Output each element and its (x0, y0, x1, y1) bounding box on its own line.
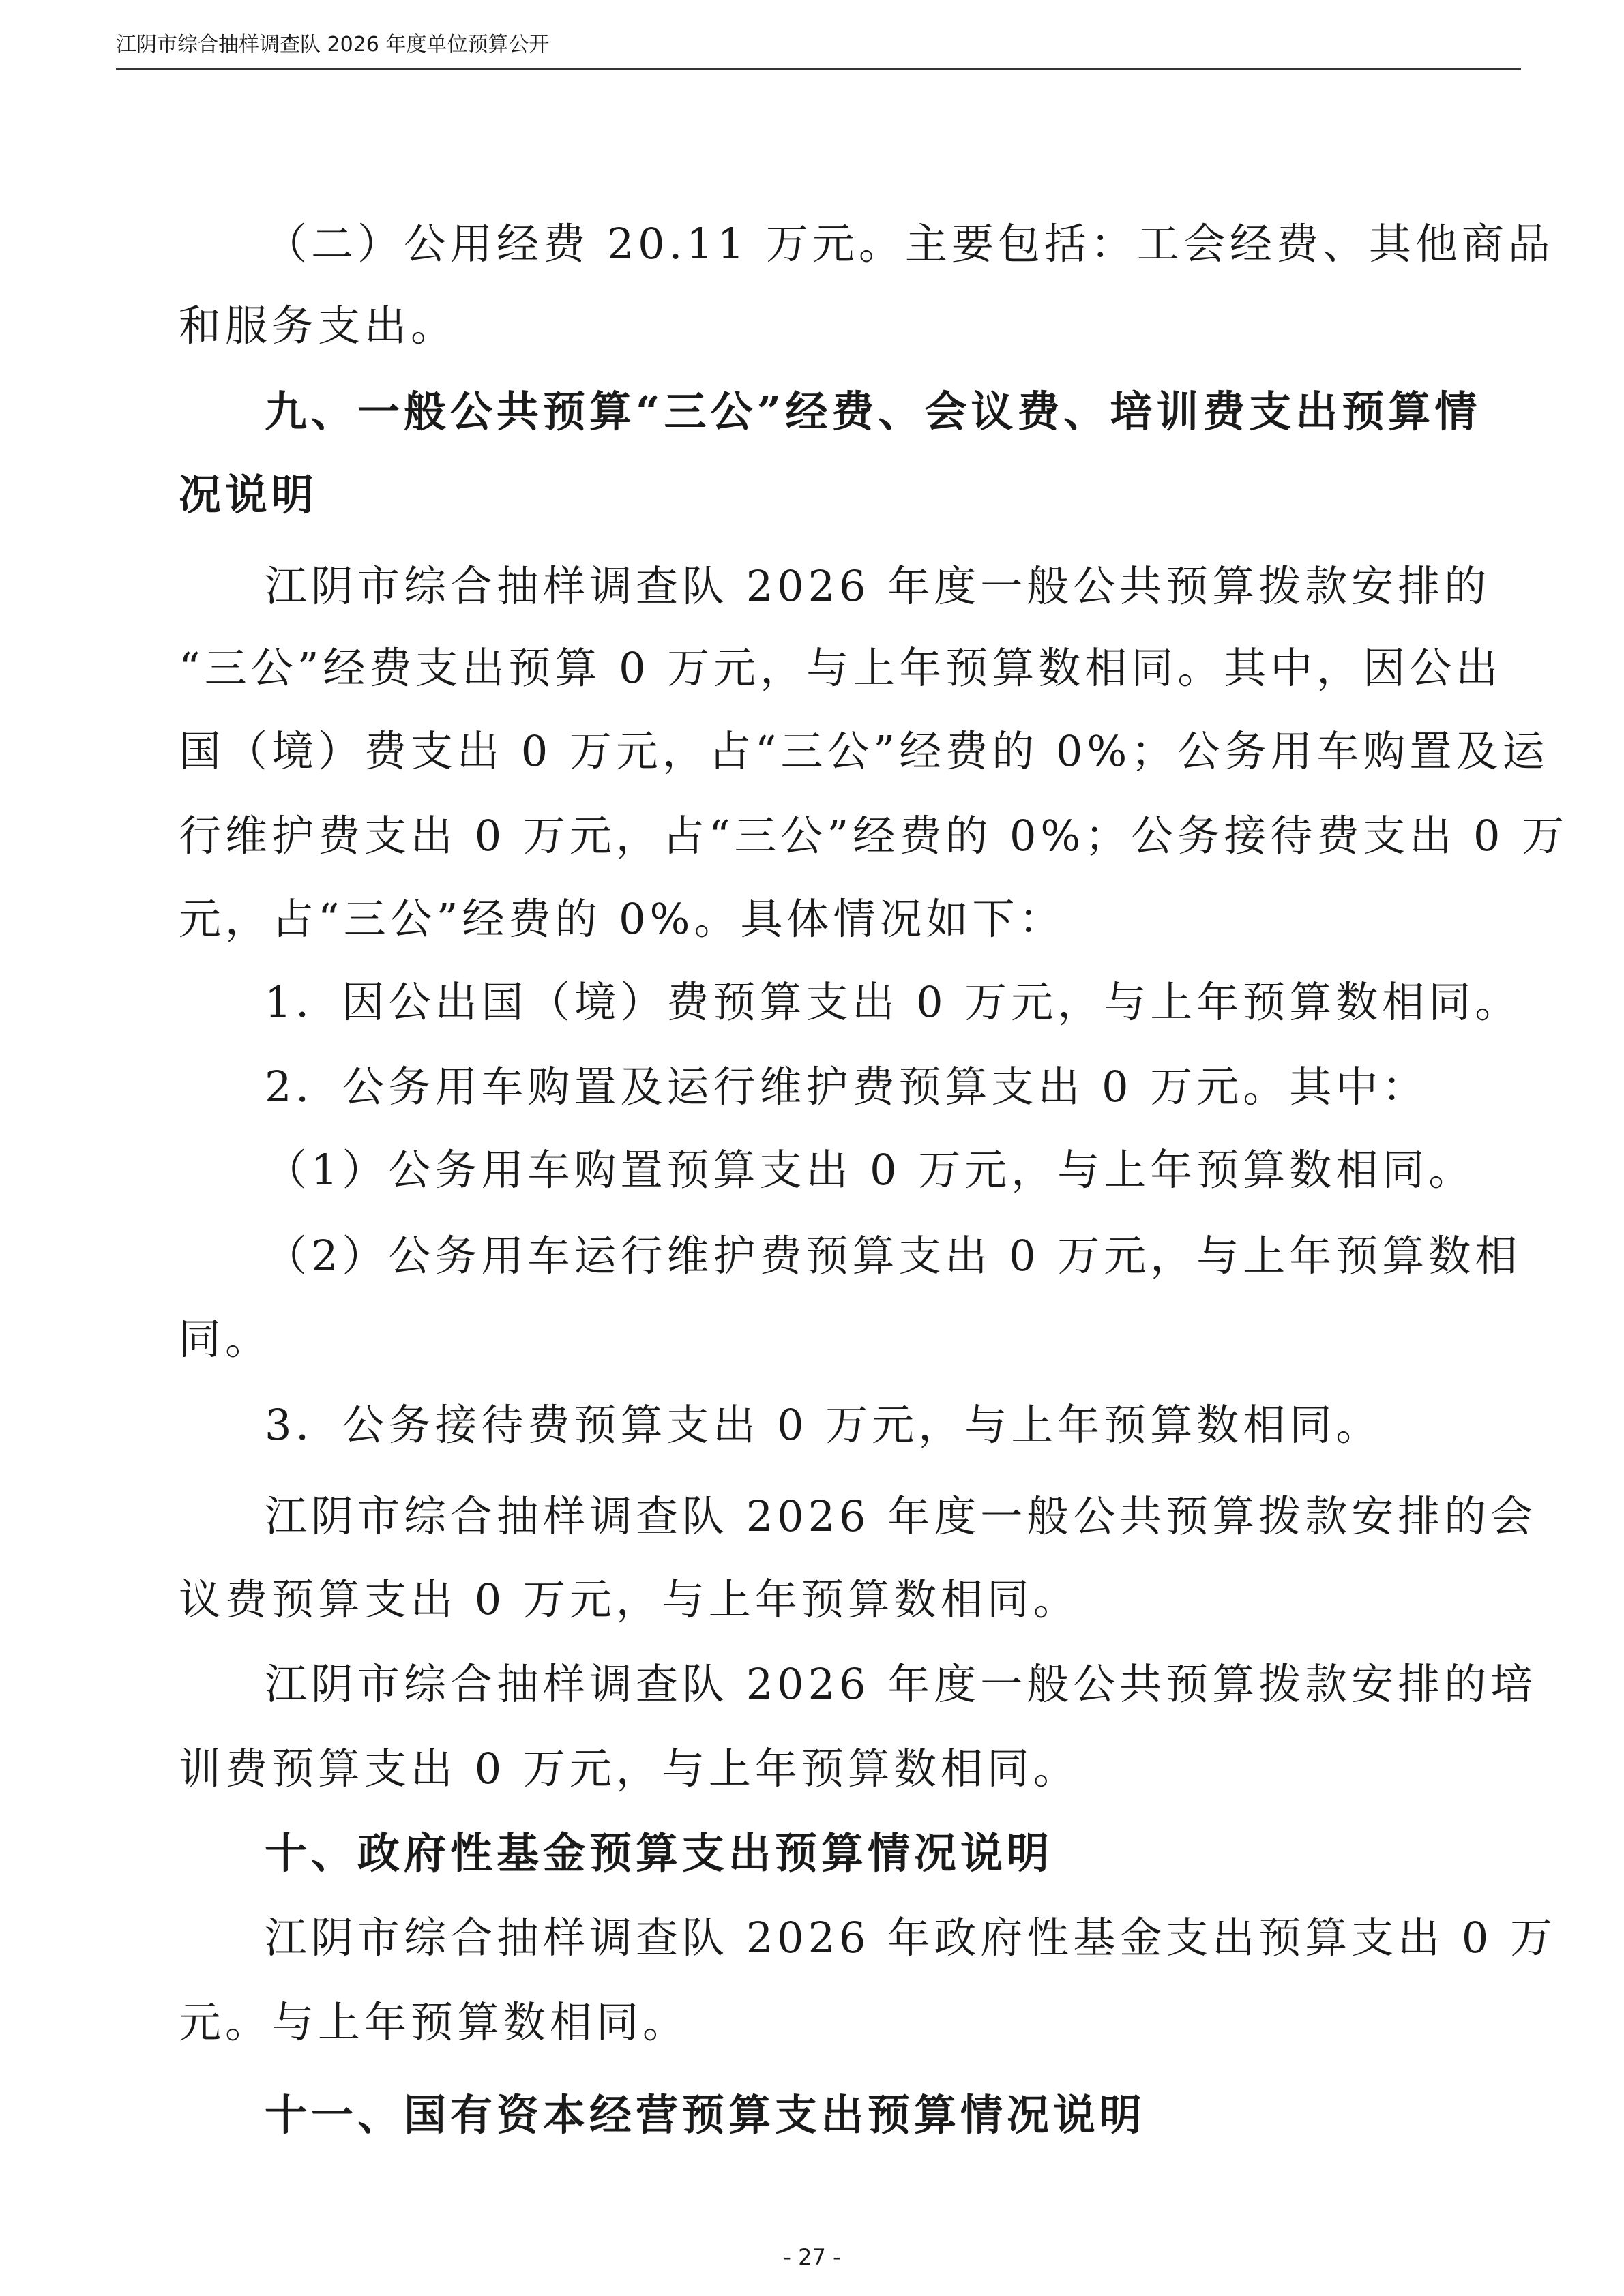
page-header (116, 30, 1521, 70)
paragraph-line: 和服务支出。 (179, 301, 458, 351)
paragraph-line: 江阴市综合抽样调查队 2026 年度一般公共预算拨款安排的会 (265, 1491, 1537, 1541)
list-item: 同。 (179, 1314, 272, 1364)
list-item: 3．公务接待费预算支出 0 万元，与上年预算数相同。 (265, 1400, 1383, 1450)
paragraph-line: 议费预算支出 0 万元，与上年预算数相同。 (179, 1575, 1080, 1624)
section-heading: 九、一般公共预算“三公”经费、会议费、培训费支出预算情 (265, 387, 1481, 436)
paragraph-line: 江阴市综合抽样调查队 2026 年度一般公共预算拨款安排的 (265, 561, 1491, 611)
page-number: - 27 - (783, 2244, 841, 2270)
paragraph-line: 国（境）费支出 0 万元，占“三公”经费的 0%；公务用车购置及运 (179, 726, 1549, 776)
list-item: 1．因公出国（境）费预算支出 0 万元，与上年预算数相同。 (265, 977, 1522, 1027)
paragraph-line: “三公”经费支出预算 0 万元，与上年预算数相同。其中，因公出 (179, 643, 1503, 693)
list-item: （2）公务用车运行维护费预算支出 0 万元，与上年预算数相 (265, 1231, 1522, 1281)
paragraph-line: 江阴市综合抽样调查队 2026 年政府性基金支出预算支出 0 万 (265, 1913, 1557, 1963)
header-title: 江阴市综合抽样调查队 2026 年度单位预算公开 (116, 33, 550, 57)
paragraph-line: 行维护费支出 0 万元，占“三公”经费的 0%；公务接待费支出 0 万 (179, 811, 1569, 861)
section-heading: 十、政府性基金预算支出预算情况说明 (265, 1828, 1054, 1878)
paragraph-line: 元。与上年预算数相同。 (179, 1997, 690, 2047)
paragraph-line: 训费预算支出 0 万元，与上年预算数相同。 (179, 1744, 1080, 1793)
paragraph-line: （二）公用经费 20.11 万元。主要包括：工会经费、其他商品 (265, 219, 1554, 269)
list-item: 2．公务用车购置及运行维护费预算支出 0 万元。其中： (265, 1062, 1429, 1112)
paragraph-line: 江阴市综合抽样调查队 2026 年度一般公共预算拨款安排的培 (265, 1659, 1537, 1709)
paragraph-line: 元，占“三公”经费的 0%。具体情况如下： (179, 894, 1065, 944)
list-item: （1）公务用车购置预算支出 0 万元，与上年预算数相同。 (265, 1145, 1475, 1195)
section-heading: 十一、国有资本经营预算支出预算情况说明 (265, 2090, 1147, 2140)
section-heading: 况说明 (179, 470, 319, 520)
